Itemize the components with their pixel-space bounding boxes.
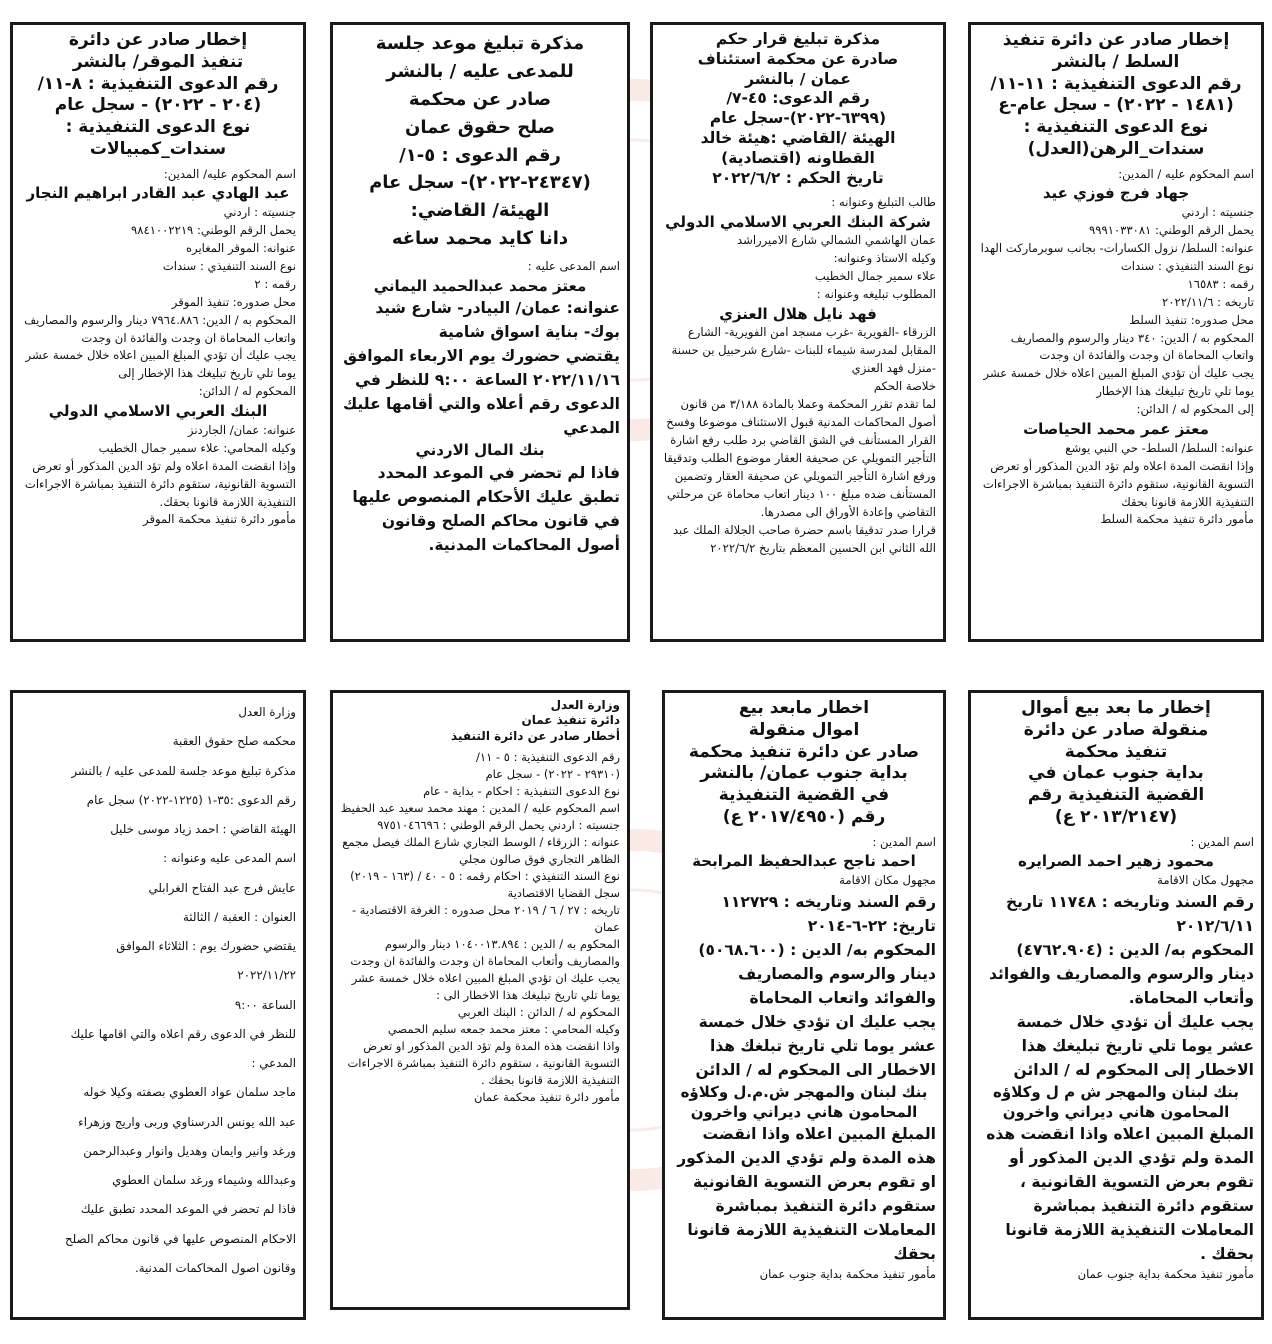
notice-line: اسم المدين : [872, 834, 936, 849]
notice-line: مأمور تنفيذ محكمة بداية جنوب عمان [759, 1267, 936, 1282]
notice-line: معتز عمر محمد الحياصات [1023, 420, 1209, 439]
notice-line: رقم الدعوى التنفيذية : ٥ - ١١/ [476, 750, 620, 765]
notice-line: علاء سمير جمال الخطيب [814, 268, 936, 283]
notice-line: اسم المحكوم عليه / المدين: [1118, 166, 1254, 181]
notice-line: فهد نايل هلال العنزي [719, 304, 877, 323]
notice-line: قرارا صدر تدقيقا باسم حضرة صاحب الجلالة الملك عبد الله الثاني ابن الحسين المعظم بتاريخ ٢٠٢٢/٦/٢ [672, 522, 936, 555]
notice-title: وزارة العدل دائرة تنفيذ عمان أخطار صادر عن دائرة التنفيذ [451, 698, 620, 743]
notice-line: مجهول مكان الاقامة [1157, 872, 1254, 887]
notice-line: الساعة ٩:٠٠ [234, 997, 296, 1012]
notice-line: عنوانه : الزرقاء / الوسط التجاري شارع الملك فيصل مجمع الظاهر التجاري فوق صالون مجلي [342, 835, 620, 867]
notice-line: يقتضي حضورك يوم الاربعاء الموافق ٢٠٢٢/١١/١٦ الساعة ٩:٠٠ للنظر في الدعوى رقم أعلاه والتي أقامها عليك المدعي [342, 347, 620, 438]
notice-line: وكيله الاستاذ وعنوانه: [833, 250, 936, 265]
notice-body [978, 834, 1254, 1285]
notice-line: يقتضي حضورك يوم : الثلاثاء الموافق [116, 939, 296, 953]
notice-line: المحكوم به / الدين: ٧٩٦٤.٨٨٦ دينار والرسوم والمصاريف واتعاب المحاماة ان وجدت والفائدة ان وجدت [24, 312, 296, 345]
notice-line: مأمور دائرة تنفيذ محكمة السلط [1100, 512, 1254, 527]
notice-line: بنك لبنان والمهجر ش م ل وكلاؤه المحامون هاني ديراني واخرون [993, 1082, 1239, 1122]
notice-line: محل صدوره: تنفيذ السلط [1129, 312, 1254, 327]
notice-line: مأمور دائرة تنفيذ محكمة الموقر [143, 512, 296, 527]
notice-line: جنسيته : اردني [1181, 204, 1254, 219]
notice-line: نوع السند التنفيذي : احكام رقمه : ٥ - ٤٠ / (١٦٣ - ٢٠١٩) سجل القضايا الاقتصادية [350, 869, 620, 901]
notice-line: الهيئة القاضي : احمد زياد موسى خليل [110, 822, 296, 836]
notice-line: يجب عليك أن تؤدي المبلغ المبين اعلاه خلال خمسة عشر يوما تلي تاريخ تبليغك هذا الإخطار إلى [25, 348, 296, 381]
notice-line: احمد ناجح عبدالحفيظ المرابحة [692, 852, 916, 871]
notice-line: المدعي : [251, 1056, 296, 1070]
notice-south-amman-sale-4950 [662, 690, 946, 1320]
notice-line: فاذا لم تحضر في الموعد المحدد تطبق عليك [80, 1202, 296, 1217]
notice-title: إخطار ما بعد بيع أموال منقولة صادر عن دائرة تنفيذ محكمة بداية جنوب عمان في القضية التنفيذية رقم (٢٠١٣/٢١٤٧ ع) [1021, 698, 1211, 827]
notice-line: (٢٩٣١٠ - ٢٠٢٢) - سجل عام [485, 767, 620, 782]
notice-line: رقم السند وتاريخه : ١١٢٧٢٩ [721, 892, 936, 911]
notice-line: عنوانه: السلط/ نزول الكسارات- بجانب سوبرماركت الهدا [980, 240, 1254, 255]
notice-line: عنوانه: عمان/ الجاردنز [187, 422, 296, 437]
notice-line: جهاد فرج فوزي عيد [1042, 184, 1190, 203]
notice-line: المحكوم به/ الدين : (٤٧٦٢.٩٠٤) دينار والرسوم والمصاريف والفوائد وأتعاب المحاماة. [989, 940, 1254, 1007]
notice-line: يحمل الرقم الوطني: ٩٨٤١٠٠٢٢١٩ [131, 222, 296, 237]
notice-line: المحكوم به / الدين : ١٠٤٠٠١٣.٨٩٤ دينار والرسوم والمصاريف وأتعاب المحاماة ان وجدت والفائدة ان وجدت [350, 937, 620, 969]
notice-line: إلى المحكوم له / الدائن: [1136, 402, 1254, 417]
notice-line: وكيله المحامي: علاء سمير جمال الخطيب [98, 440, 296, 455]
notice-amman-magistrate-hearing [330, 22, 630, 642]
notice-body [672, 834, 936, 1285]
notice-body [660, 194, 936, 558]
notice-line: محمود زهير احمد الصرايره [1018, 852, 1214, 871]
notice-line: يجب عليك أن تؤدي خلال خمسة عشر يوما تلي تاريخ تبليغك هذا الاخطار إلى المحكوم له / الدائن [1013, 1012, 1254, 1079]
notice-line: واذا انقضت هذه المدة ولم تؤد الدين المذكور او تعرض التسوية القانونية ، ستقوم دائرة التنفيذ بمباشرة الاجراءات التنفيذية اللازمة قانونا بحقك . [347, 1039, 620, 1088]
notice-line: طالب التبليغ وعنوانه : [831, 194, 936, 209]
notice-line: المحكوم له / الدائن: [198, 384, 296, 399]
notice-line: عمان الهاشمي الشمالي شارع الاميرراشد [737, 232, 936, 247]
notice-line: الزرقاء -الفويرية -غرب مسجد امن الفويرية- الشارع المقابل لمدرسة شيماء للبنات -شارع شرحبيل بن حسنة -منزل فهد العنزي [671, 324, 936, 375]
notice-line: عنوانه: السلط/ السلط- حي النبي يوشع [1065, 440, 1254, 455]
notice-line: للنظر في الدعوى رقم اعلاه والتي اقامها عليك [70, 1026, 296, 1041]
notice-line: ورغد وانير وايمان وهديل وانوار وعبدالرحمن [83, 1143, 296, 1158]
notice-amman-execution [330, 690, 630, 1310]
notice-line: نوع السند التنفيذي : سندات [1120, 258, 1254, 273]
notice-line: عنوانه: عمان/ البيادر- شارع شيد بوك- بناية اسواق شامية [375, 299, 620, 342]
notice-line: خلاصة الحكم [873, 378, 936, 393]
notice-line: وإذا انقضت المدة اعلاه ولم تؤد الدين المذكور أو تعرض التسوية القانونية، ستقوم دائرة التنفيذ بمباشرة الاجراءات التنفيذية اللازمة قانونا بحقك [982, 458, 1254, 509]
notice-line: نوع الدعوى التنفيذية : احكام - بداية - عام [423, 784, 620, 799]
notice-line: تاريخه : ٢٠٢٢/١١/٦ [1162, 294, 1254, 309]
notice-aqaba-magistrate-hearing [10, 690, 306, 1320]
notice-line: عبد الهادي عبد القادر ابراهيم النجار [26, 184, 290, 203]
notice-line: يجب عليك أن تؤدي المبلغ المبين اعلاه خلال خمسة عشر يوما تلي تاريخ تبليغك هذا الإخطار [983, 366, 1254, 399]
notice-south-amman-sale-2147 [968, 690, 1264, 1320]
notice-line: وكيله المحامي : معتز محمد جمعه سليم الحمصي [387, 1022, 620, 1037]
notice-line: وإذا انقضت المدة اعلاه ولم تؤد الدين المذكور أو تعرض التسوية القانونية، ستقوم دائرة التنفيذ بمباشرة الاجراءات التنفيذية اللازمة قانونا بحقك. [24, 458, 296, 509]
notice-line: محكمه صلح حقوق العقبة [172, 734, 296, 749]
notice-line: مأمور دائرة تنفيذ محكمة عمان [473, 1090, 620, 1105]
notice-line: الاحكام المنصوص عليها في قانون محاكم الصلح [65, 1231, 296, 1246]
notice-line: تاريخه : ٢٧ / ٦ / ٢٠١٩ محل صدوره : الغرفة الاقتصادية - عمان [352, 903, 620, 935]
notice-title: إخطار صادر عن دائرة تنفيذ السلط / بالنشر رقم الدعوى التنفيذية : ١١-١١/ (١٤٨١ - ٢٠٢٢) - سجل عام-ع نوع الدعوى التنفيذية : سندات_الرهن(العدل) [990, 30, 1242, 159]
notice-line: مذكرة تبليغ موعد جلسة للمدعى عليه / بالنشر [71, 763, 296, 778]
notice-title: إخطار صادر عن دائرة تنفيذ الموقر/ بالنشر رقم الدعوى التنفيذية : ٨-١١/ (٢٠٤ - ٢٠٢٢) - سجل عام نوع الدعوى التنفيذية : سندات_كمبيالات [37, 30, 279, 159]
notice-line: وزارة العدل [238, 705, 296, 719]
notice-line: العنوان : العقبة / الثالثة [182, 909, 296, 924]
notice-line: بنك لبنان والمهجر ش.م.ل وكلاؤه المحامون هاني ديراني واخرون [680, 1082, 928, 1122]
notice-appeal-judgment [650, 22, 946, 642]
notice-line: لما تقدم تقرر المحكمة وعملا بالمادة ٣/١٨٨ من قانون أصول المحاكمات المدنية قبول الاستئناف موضوعا وفسخ القرار المستأنف في الشق القاضي برد طلب رفع اشارة التأجير التمويلي عن صحيفة العقار موضوع الطلب وتدقيقا ورفع اشارة التأجير التمويلي عن صحيفة العقار وتضمين المستأنف ضده مبلغ ١٠٠ دينار اتعاب محاماة عن مرحلتي التقاضي وإعادة الأوراق الى مصدرها. [663, 396, 936, 519]
notice-line: اسم المحكوم عليه / المدين : مهند محمد سعيد عبد الحفيظ [340, 801, 620, 816]
notice-body [20, 166, 296, 530]
notice-line: ٢٠٢٢/١١/٢٢ [237, 968, 296, 983]
notice-line: جنسيته : اردني [223, 204, 296, 219]
notice-line: المحكوم به / الدين: ٣٤٠ دينار والرسوم والمصاريف واتعاب المحاماة ان وجدت والفائدة ان وجدت [1010, 330, 1254, 363]
notice-line: فاذا لم تحضر في الموعد المحدد تطبق عليك الأحكام المنصوص عليها في قانون محاكم الصلح وقانون أصول المحاكمات المدنية. [352, 463, 620, 554]
notice-line: البنك العربي الاسلامي الدولي [48, 402, 268, 421]
notice-line: نوع السند التنفيذي : سندات [162, 258, 296, 273]
notice-title: مذكرة تبليغ قرار حكم صادرة عن محكمة استئناف عمان / بالنشر رقم الدعوى: ٤٥-٧/ (٦٣٩٩-٢٠٢٢)-سجل عام الهيئة /القاضي :هيئة خالد القطاونه (اقتصادية) تاريخ الحكم : ٢٠٢٢/٦/٢ [697, 30, 899, 187]
notice-line: رقم السند وتاريخه : ١١٧٤٨ تاريخ ٢٠١٢/٦/١١ [1005, 892, 1254, 935]
notice-line: عبد الله يونس الدرسناوي وربى واريج وزهراء [78, 1114, 296, 1129]
notice-line: مجهول مكان الاقامة [839, 872, 936, 887]
notice-salt-execution [968, 22, 1264, 642]
notice-line: رقمه : ٢ [254, 276, 296, 291]
notice-line: المطلوب تبليغه وعنوانه : [816, 286, 936, 301]
notice-line: المبلغ المبين اعلاه واذا انقضت هذه المدة ولم تؤدي الدين المذكور أو تقوم بعرض التسوية القانونية ، ستقوم دائرة التنفيذ بمباشرة المعاملات التنفيذية اللازمة قانونا بحقك . [986, 1125, 1254, 1264]
notice-body [978, 166, 1254, 530]
notice-line: يجب عليك ان تؤدي المبلغ المبين اعلاه خلال خمسة عشر يوما تلي تاريخ تبليغك هذا الاخطار الى : [351, 971, 620, 1003]
notice-line: اسم المدين : [1190, 834, 1254, 849]
notice-title: مذكرة تبليغ موعد جلسة للمدعى عليه / بالنشر صادر عن محكمة صلح حقوق عمان رقم الدعوى : ٥-١/ (٢٤٣٤٧-٢٠٢٢)- سجل عام الهيئة/ القاضي: دانا كايد محمد ساغه [369, 33, 591, 250]
notice-line: محل صدوره: تنفيذ الموقر [171, 294, 296, 309]
notice-line: وعبدالله وشيماء ورغد سلمان العطوي [112, 1173, 296, 1187]
notice-line: المبلغ المبين اعلاه واذا انقضت هذه المدة ولم تؤدي الدين المذكور او تقوم بعرض التسوية القانونية ستقوم دائرة التنفيذ بمباشرة المعاملات التنفيذية اللازمة قانونا بحقك [677, 1125, 936, 1264]
notice-line: بنك المال الاردني [415, 441, 545, 460]
notice-line: المحكوم له / الدائن : البنك العربي [457, 1005, 620, 1020]
notice-line: اسم المحكوم عليه/ المدين: [163, 166, 296, 181]
notice-muwaqqar-execution [10, 22, 306, 642]
notice-line: تاريخ: ٢٢-٦-٢٠١٤ [807, 916, 936, 935]
notice-line: معتز محمد عبدالحميد اليماني [373, 277, 587, 296]
notice-line: وقانون اصول المحاكمات المدنية. [134, 1260, 296, 1275]
notice-title: اخطار مابعد بيع اموال منقولة صادر عن دائرة تنفيذ محكمة بداية جنوب عمان/ بالنشر في القضية التنفيذية رقم (٢٠١٧/٤٩٥٠ ع) [688, 698, 920, 827]
notice-line: عنوانه: الموقر المغايره [185, 240, 296, 255]
notice-body [20, 698, 296, 1283]
notice-body [340, 749, 620, 1106]
notice-line: جنسيته : اردني يحمل الرقم الوطني : ٩٧٥١٠٤٦٦٩٦ [377, 818, 620, 833]
notice-line: شركة البنك العربي الاسلامي الدولي [665, 212, 931, 231]
notice-body [340, 258, 620, 557]
notice-line: يجب عليك ان تؤدي خلال خمسة عشر يوما تلي تاريخ تبلغك هذا الاخطار الى المحكوم له / الدائن [695, 1012, 936, 1079]
notice-line: مأمور تنفيذ محكمة بداية جنوب عمان [1077, 1267, 1254, 1282]
notice-line: اسم المدعى عليه : [527, 259, 620, 274]
notice-line: رقم الدعوى :٣٥-١ (١٢٢٥-٢٠٢٢) سجل عام [86, 792, 296, 807]
notice-line: اسم المدعى عليه وعنوانه : [163, 851, 296, 866]
notice-line: رقمه : ١٦٥٨٣ [1187, 276, 1254, 291]
notice-line: ماجد سلمان عواد العطوي بصفته وكيلا خوله [83, 1085, 296, 1100]
notice-line: المحكوم به/ الدين : (٥٠٦٨.٦٠٠) دينار والرسوم والمصاريف والفوائد واتعاب المحاماة [698, 940, 936, 1007]
notice-line: عايش فرج عبد الفتاح الغرابلي [148, 880, 296, 895]
notice-line: يحمل الرقم الوطني: ٩٩٩١٠٣٣٠٨١ [1089, 222, 1254, 237]
